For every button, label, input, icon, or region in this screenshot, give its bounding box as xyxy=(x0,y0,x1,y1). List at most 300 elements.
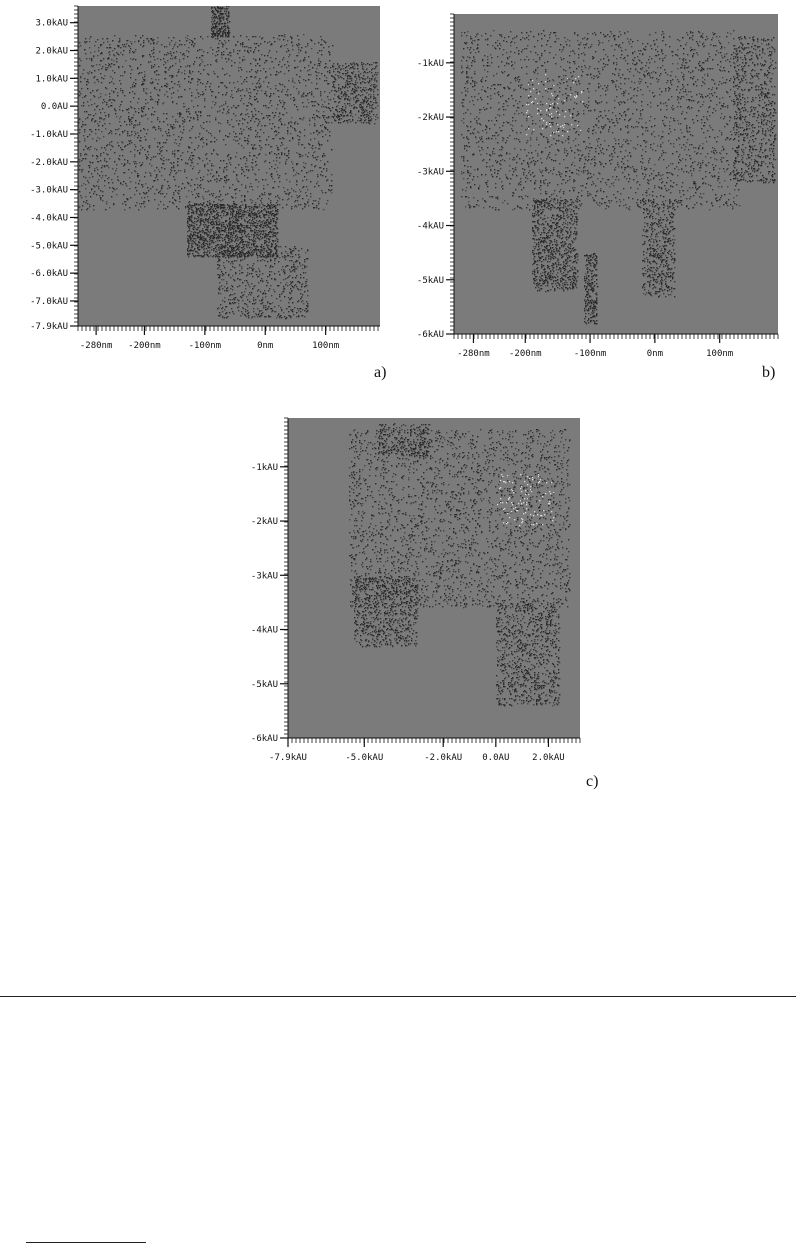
data-point xyxy=(307,93,308,94)
data-point xyxy=(269,41,270,42)
data-point xyxy=(315,147,316,148)
data-point xyxy=(195,243,196,244)
data-point xyxy=(189,147,190,148)
data-point xyxy=(186,109,187,110)
data-point xyxy=(166,91,167,92)
data-point xyxy=(323,117,324,118)
data-point xyxy=(287,89,288,90)
data-point xyxy=(335,74,336,75)
data-point xyxy=(89,167,90,168)
data-point xyxy=(240,228,241,229)
data-point xyxy=(326,168,327,169)
data-point xyxy=(254,173,255,174)
data-point xyxy=(198,249,199,250)
data-point xyxy=(239,265,240,266)
data-point xyxy=(96,140,97,141)
data-point xyxy=(329,185,330,186)
data-point xyxy=(222,273,223,274)
data-point xyxy=(276,157,277,158)
data-point xyxy=(134,170,135,171)
data-point xyxy=(324,155,325,156)
data-point xyxy=(118,145,119,146)
data-point xyxy=(213,223,214,224)
data-point xyxy=(99,118,100,119)
data-point xyxy=(276,134,277,135)
data-point xyxy=(93,193,94,194)
data-point xyxy=(256,43,257,44)
data-point xyxy=(263,292,264,293)
data-point xyxy=(260,147,261,148)
data-point xyxy=(215,119,216,120)
data-point xyxy=(151,67,152,68)
data-point xyxy=(206,211,207,212)
data-point xyxy=(97,173,98,174)
data-point xyxy=(278,127,279,128)
data-point xyxy=(244,280,245,281)
data-point xyxy=(127,40,128,41)
data-point xyxy=(156,43,157,44)
data-point xyxy=(233,232,234,233)
data-point xyxy=(248,135,249,136)
data-point xyxy=(232,184,233,185)
data-point xyxy=(134,93,135,94)
data-point xyxy=(230,96,231,97)
data-point xyxy=(199,158,200,159)
data-point xyxy=(215,247,216,248)
data-point xyxy=(261,278,262,279)
data-point xyxy=(259,274,260,275)
data-point xyxy=(304,261,305,262)
data-point xyxy=(236,91,237,92)
data-point xyxy=(194,248,195,249)
data-point xyxy=(308,79,309,80)
data-point xyxy=(224,317,225,318)
data-point xyxy=(207,246,208,247)
data-point xyxy=(257,101,258,102)
data-point xyxy=(259,212,260,213)
data-point xyxy=(268,306,269,307)
data-point xyxy=(142,46,143,47)
data-point xyxy=(131,117,132,118)
data-point xyxy=(295,174,296,175)
data-point xyxy=(269,236,270,237)
data-point xyxy=(191,191,192,192)
data-point xyxy=(298,49,299,50)
data-point xyxy=(108,182,109,183)
data-point xyxy=(274,258,275,259)
data-point xyxy=(252,219,253,220)
data-point xyxy=(252,265,253,266)
data-point xyxy=(234,237,235,238)
data-point xyxy=(260,222,261,223)
data-point xyxy=(198,193,199,194)
data-point xyxy=(302,180,303,181)
data-point xyxy=(188,108,189,109)
data-point xyxy=(248,102,249,103)
data-point xyxy=(321,190,322,191)
data-point xyxy=(303,34,304,35)
data-point xyxy=(215,38,216,39)
data-point xyxy=(122,92,123,93)
data-point xyxy=(279,113,280,114)
data-point xyxy=(146,93,147,94)
data-point xyxy=(269,102,270,103)
data-point xyxy=(145,139,146,140)
data-point xyxy=(261,244,262,245)
data-point xyxy=(317,176,318,177)
data-point xyxy=(253,297,254,298)
data-point xyxy=(124,44,125,45)
data-point xyxy=(249,292,250,293)
data-point xyxy=(254,214,255,215)
data-point xyxy=(238,217,239,218)
data-point xyxy=(170,58,171,59)
data-point xyxy=(271,308,272,309)
data-point xyxy=(285,173,286,174)
data-point xyxy=(85,158,86,159)
data-point xyxy=(240,315,241,316)
data-point xyxy=(256,249,257,250)
data-point xyxy=(208,209,209,210)
data-point xyxy=(172,151,173,152)
data-point xyxy=(119,41,120,42)
data-point xyxy=(124,164,125,165)
data-point xyxy=(163,58,164,59)
data-point xyxy=(106,153,107,154)
data-point xyxy=(108,106,109,107)
data-point xyxy=(123,194,124,195)
data-point xyxy=(256,134,257,135)
data-point xyxy=(270,57,271,58)
data-point xyxy=(239,285,240,286)
data-point xyxy=(260,230,261,231)
data-point xyxy=(304,176,305,177)
data-point xyxy=(243,171,244,172)
data-point xyxy=(313,200,314,201)
data-point xyxy=(285,259,286,260)
data-point xyxy=(142,81,143,82)
data-point xyxy=(257,125,258,126)
data-point xyxy=(276,74,277,75)
data-point xyxy=(244,214,245,215)
data-point xyxy=(229,124,230,125)
data-point xyxy=(275,247,276,248)
data-point xyxy=(224,254,225,255)
data-point xyxy=(222,112,223,113)
data-point xyxy=(252,217,253,218)
data-point xyxy=(284,148,285,149)
data-point xyxy=(238,249,239,250)
data-point xyxy=(244,231,245,232)
data-point xyxy=(310,181,311,182)
data-point xyxy=(190,73,191,74)
data-point xyxy=(256,93,257,94)
data-point xyxy=(144,176,145,177)
data-point xyxy=(287,95,288,96)
data-point xyxy=(282,256,283,257)
data-point xyxy=(280,138,281,139)
data-point xyxy=(134,41,135,42)
data-point xyxy=(84,154,85,155)
data-point xyxy=(145,154,146,155)
data-point xyxy=(203,198,204,199)
data-point xyxy=(257,90,258,91)
data-point xyxy=(90,162,91,163)
data-point xyxy=(278,177,279,178)
data-point xyxy=(234,204,235,205)
data-point xyxy=(327,67,328,68)
data-point xyxy=(207,163,208,164)
data-point xyxy=(198,111,199,112)
data-point xyxy=(317,52,318,53)
data-point xyxy=(298,43,299,44)
data-point xyxy=(344,87,345,88)
data-point xyxy=(301,170,302,171)
data-point xyxy=(306,106,307,107)
data-point xyxy=(249,247,250,248)
data-point xyxy=(245,204,246,205)
data-point xyxy=(166,139,167,140)
data-point xyxy=(104,165,105,166)
data-point xyxy=(204,206,205,207)
data-point xyxy=(135,161,136,162)
data-point xyxy=(82,205,83,206)
data-point xyxy=(203,176,204,177)
data-point xyxy=(191,142,192,143)
data-point xyxy=(129,124,130,125)
data-point xyxy=(300,118,301,119)
data-point xyxy=(267,117,268,118)
data-point xyxy=(130,48,131,49)
data-point xyxy=(160,128,161,129)
data-point xyxy=(255,202,256,203)
data-point xyxy=(105,69,106,70)
data-point xyxy=(198,255,199,256)
data-point xyxy=(240,241,241,242)
data-point xyxy=(86,154,87,155)
data-point xyxy=(234,299,235,300)
data-point xyxy=(175,185,176,186)
data-point xyxy=(225,306,226,307)
data-point xyxy=(145,114,146,115)
data-point xyxy=(155,156,156,157)
data-point xyxy=(94,45,95,46)
data-point xyxy=(206,83,207,84)
data-point xyxy=(246,217,247,218)
data-point xyxy=(286,44,287,45)
data-point xyxy=(146,88,147,89)
data-point xyxy=(321,106,322,107)
data-point xyxy=(105,128,106,129)
data-point xyxy=(198,237,199,238)
data-point xyxy=(284,191,285,192)
data-point xyxy=(252,303,253,304)
data-point xyxy=(117,129,118,130)
data-point xyxy=(186,50,187,51)
data-point xyxy=(268,52,269,53)
data-point xyxy=(282,100,283,101)
data-point xyxy=(220,123,221,124)
data-point xyxy=(223,224,224,225)
data-point xyxy=(267,282,268,283)
data-point xyxy=(306,186,307,187)
data-point xyxy=(213,216,214,217)
data-point xyxy=(271,128,272,129)
data-point xyxy=(249,186,250,187)
data-point xyxy=(316,68,317,69)
data-point xyxy=(238,214,239,215)
data-point xyxy=(187,213,188,214)
data-point xyxy=(240,67,241,68)
data-point xyxy=(268,290,269,291)
data-point xyxy=(83,149,84,150)
data-point xyxy=(327,140,328,141)
data-point xyxy=(153,156,154,157)
data-point xyxy=(235,193,236,194)
data-point xyxy=(312,145,313,146)
data-point xyxy=(163,163,164,164)
data-point xyxy=(258,221,259,222)
data-point xyxy=(164,54,165,55)
data-point xyxy=(265,240,266,241)
data-point xyxy=(268,221,269,222)
data-point xyxy=(108,116,109,117)
data-point xyxy=(274,214,275,215)
data-point xyxy=(213,210,214,211)
data-point xyxy=(136,163,137,164)
data-point xyxy=(244,79,245,80)
data-point xyxy=(119,118,120,119)
data-point xyxy=(315,165,316,166)
data-point xyxy=(278,271,279,272)
data-point xyxy=(207,213,208,214)
data-point xyxy=(219,230,220,231)
data-point xyxy=(281,45,282,46)
data-point xyxy=(122,75,123,76)
data-point xyxy=(254,96,255,97)
data-point xyxy=(195,137,196,138)
data-point xyxy=(290,251,291,252)
data-point xyxy=(188,216,189,217)
data-point xyxy=(177,113,178,114)
data-point xyxy=(265,93,266,94)
data-point xyxy=(92,66,93,67)
data-point xyxy=(234,267,235,268)
data-point xyxy=(284,34,285,35)
data-point xyxy=(101,118,102,119)
data-point xyxy=(280,307,281,308)
data-point xyxy=(97,161,98,162)
data-point xyxy=(280,121,281,122)
data-point xyxy=(157,37,158,38)
data-point xyxy=(132,51,133,52)
data-point xyxy=(106,203,107,204)
data-point xyxy=(194,184,195,185)
data-point xyxy=(264,260,265,261)
data-point xyxy=(197,195,198,196)
data-point xyxy=(200,115,201,116)
data-point xyxy=(224,301,225,302)
data-point xyxy=(218,92,219,93)
data-point xyxy=(241,256,242,257)
data-point xyxy=(279,294,280,295)
data-point xyxy=(81,126,82,127)
data-point xyxy=(98,81,99,82)
data-point xyxy=(86,81,87,82)
data-point xyxy=(256,230,257,231)
data-point xyxy=(172,48,173,49)
data-point xyxy=(202,228,203,229)
data-point xyxy=(295,277,296,278)
data-point xyxy=(104,147,105,148)
data-point xyxy=(224,180,225,181)
data-point xyxy=(281,91,282,92)
data-point xyxy=(204,252,205,253)
data-point xyxy=(250,216,251,217)
data-point xyxy=(247,299,248,300)
data-point xyxy=(273,229,274,230)
data-point xyxy=(121,101,122,102)
data-point xyxy=(309,120,310,121)
data-point xyxy=(154,180,155,181)
data-point xyxy=(264,205,265,206)
data-point xyxy=(218,207,219,208)
data-point xyxy=(223,171,224,172)
data-point xyxy=(211,165,212,166)
data-point xyxy=(224,74,225,75)
data-point xyxy=(255,204,256,205)
data-point xyxy=(282,59,283,60)
data-point xyxy=(248,315,249,316)
data-point xyxy=(141,110,142,111)
data-point xyxy=(164,46,165,47)
data-point xyxy=(220,269,221,270)
data-point xyxy=(291,208,292,209)
data-point xyxy=(272,138,273,139)
data-point xyxy=(179,114,180,115)
data-point xyxy=(292,167,293,168)
data-point xyxy=(322,192,323,193)
data-point xyxy=(233,82,234,83)
data-point xyxy=(191,225,192,226)
data-point xyxy=(169,44,170,45)
data-point xyxy=(320,125,321,126)
data-point xyxy=(287,127,288,128)
data-point xyxy=(293,190,294,191)
data-point xyxy=(138,112,139,113)
data-point xyxy=(98,50,99,51)
data-point xyxy=(98,129,99,130)
data-point xyxy=(166,193,167,194)
data-point xyxy=(241,69,242,70)
data-point xyxy=(250,294,251,295)
data-point xyxy=(317,88,318,89)
data-point xyxy=(209,121,210,122)
data-point xyxy=(241,173,242,174)
data-point xyxy=(101,77,102,78)
data-point xyxy=(92,162,93,163)
data-point xyxy=(310,193,311,194)
data-point xyxy=(229,75,230,76)
data-point xyxy=(236,260,237,261)
data-point xyxy=(273,254,274,255)
data-point xyxy=(256,274,257,275)
data-point xyxy=(194,217,195,218)
data-point xyxy=(217,205,218,206)
data-point xyxy=(114,173,115,174)
data-point xyxy=(120,52,121,53)
data-point xyxy=(132,91,133,92)
